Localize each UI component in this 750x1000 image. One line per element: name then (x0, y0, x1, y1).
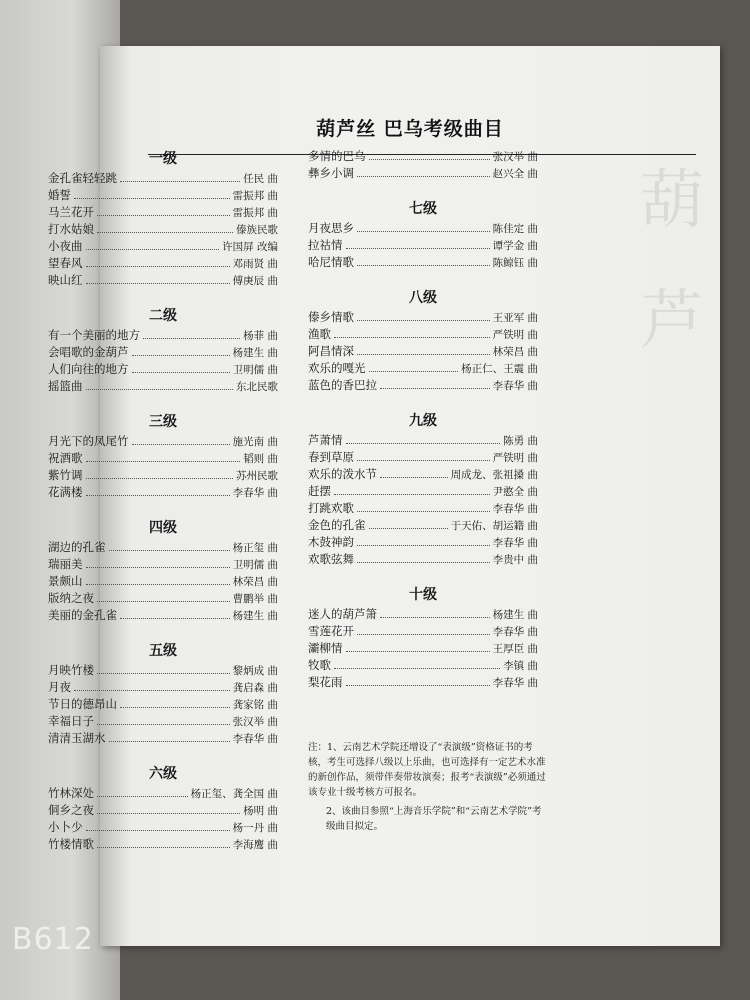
piece-entry (48, 170, 278, 187)
piece-title: 多情的巴乌 (308, 149, 366, 163)
dot-leader (380, 466, 448, 478)
piece-entry (308, 606, 538, 623)
piece-entry (308, 165, 538, 182)
piece-entry (48, 573, 278, 590)
piece-title: 金色的孔雀 (308, 518, 366, 532)
piece-composer: 任民 曲 (243, 173, 278, 185)
piece-title: 花满楼 (48, 485, 83, 499)
piece-entry (48, 484, 278, 501)
piece-title: 望春风 (48, 256, 83, 270)
piece-composer: 许国屏 改编 (222, 241, 278, 253)
piece-entry (308, 360, 538, 377)
dot-leader (357, 449, 490, 461)
piece-entry (308, 377, 538, 394)
piece-entry (48, 556, 278, 573)
piece-title: 赶摆 (308, 484, 331, 498)
piece-entry (308, 500, 538, 517)
piece-composer: 李春华 曲 (232, 733, 278, 745)
piece-composer: 龚启森 曲 (232, 682, 278, 694)
piece-composer: 杨建生 曲 (232, 347, 278, 359)
piece-title: 清清玉湖水 (48, 731, 106, 745)
dot-leader (357, 623, 490, 635)
piece-entry (308, 674, 538, 691)
dot-leader (97, 221, 233, 233)
piece-entry (48, 238, 278, 255)
dot-leader (109, 539, 230, 551)
piece-entry (308, 534, 538, 551)
piece-composer: 张汉举 曲 (492, 151, 538, 163)
piece-entry (48, 361, 278, 378)
dot-leader (120, 607, 230, 619)
level-heading: 四级 (149, 520, 177, 536)
piece-title: 小夜曲 (48, 239, 83, 253)
piece-composer: 邓雨贤 曲 (232, 258, 278, 270)
piece-title: 竹楼情歌 (48, 837, 94, 851)
piece-composer: 东北民歌 (236, 381, 278, 393)
piece-entry (48, 696, 278, 713)
piece-composer: 李春华 曲 (492, 537, 538, 549)
piece-entry (308, 449, 538, 466)
dot-leader (357, 500, 490, 512)
dot-leader (86, 272, 230, 284)
piece-composer: 李春华 曲 (492, 626, 538, 638)
piece-composer: 林荣昌 曲 (492, 346, 538, 358)
page-title: 葫芦丝 巴乌考级曲目 (316, 118, 504, 140)
dot-leader (97, 785, 188, 797)
piece-entry (308, 326, 538, 343)
piece-title: 瑞丽美 (48, 557, 83, 571)
dot-leader (86, 450, 241, 462)
piece-title: 打水姑娘 (48, 222, 94, 236)
level-heading: 一级 (149, 151, 177, 167)
right-column (308, 148, 538, 691)
dot-leader (97, 662, 230, 674)
dot-leader (120, 696, 230, 708)
piece-title: 月夜思乡 (308, 221, 354, 235)
piece-composer: 杨正玺 曲 (232, 542, 278, 554)
level-heading: 十级 (409, 587, 437, 603)
piece-title: 牧歌 (308, 658, 331, 672)
dot-leader (357, 534, 490, 546)
level-heading: 三级 (149, 414, 177, 430)
dot-leader (346, 674, 490, 686)
piece-title: 梨花雨 (308, 675, 343, 689)
piece-composer: 李春华 曲 (492, 503, 538, 515)
piece-entry (48, 187, 278, 204)
piece-composer: 黎炳成 曲 (232, 665, 278, 677)
piece-entry (308, 432, 538, 449)
dot-leader (346, 432, 501, 444)
piece-composer: 雷振邦 曲 (232, 207, 278, 219)
dot-leader (97, 713, 230, 725)
piece-title: 月夜 (48, 680, 71, 694)
piece-entry (48, 713, 278, 730)
piece-title: 祝酒歌 (48, 451, 83, 465)
piece-composer: 杨菲 曲 (243, 330, 278, 342)
piece-entry (308, 466, 538, 483)
piece-composer: 傅庚辰 曲 (232, 275, 278, 287)
piece-entry (48, 221, 278, 238)
piece-composer: 卫明儒 曲 (232, 559, 278, 571)
piece-title: 打跳欢歌 (308, 501, 354, 515)
piece-title: 金孔雀轻轻跳 (48, 171, 117, 185)
piece-title: 欢乐的嘎光 (308, 361, 366, 375)
piece-composer: 卫明儒 曲 (232, 364, 278, 376)
dot-leader (74, 187, 230, 199)
piece-entry (308, 483, 538, 500)
piece-composer: 王厚臣 曲 (492, 643, 538, 655)
dot-leader (86, 573, 230, 585)
piece-title: 婚誓 (48, 188, 71, 202)
piece-composer: 杨建生 曲 (232, 610, 278, 622)
dot-leader (132, 344, 230, 356)
piece-title: 哈尼情歌 (308, 255, 354, 269)
dot-leader (97, 590, 230, 602)
piece-composer: 谭学金 曲 (492, 240, 538, 252)
piece-title: 春到草原 (308, 450, 354, 464)
piece-title: 竹林深处 (48, 786, 94, 800)
piece-title: 芦萧情 (308, 433, 343, 447)
dot-leader (357, 551, 490, 563)
level-heading: 二级 (149, 308, 177, 324)
dot-leader (357, 165, 490, 177)
piece-entry (48, 450, 278, 467)
dot-leader (86, 378, 234, 390)
dot-leader (132, 361, 230, 373)
left-column (48, 148, 278, 853)
piece-title: 摇篮曲 (48, 379, 83, 393)
piece-entry (48, 255, 278, 272)
piece-title: 湖边的孔雀 (48, 540, 106, 554)
piece-composer: 李春华 曲 (492, 677, 538, 689)
dot-leader (334, 657, 500, 669)
piece-entry (48, 836, 278, 853)
piece-composer: 陈鲸钰 曲 (492, 257, 538, 269)
piece-composer: 杨一丹 曲 (232, 822, 278, 834)
piece-entry (48, 433, 278, 450)
piece-title: 人们向往的地方 (48, 362, 129, 376)
piece-entry (48, 272, 278, 289)
piece-title: 雪莲花开 (308, 624, 354, 638)
dot-leader (143, 327, 240, 339)
dot-leader (97, 204, 230, 216)
piece-title: 傣乡情歌 (308, 310, 354, 324)
piece-composer: 李贵中 曲 (492, 554, 538, 566)
piece-composer: 杨明 曲 (243, 805, 278, 817)
piece-title: 有一个美丽的地方 (48, 328, 140, 342)
piece-composer: 林荣昌 曲 (232, 576, 278, 588)
piece-title: 欢乐的泼水节 (308, 467, 377, 481)
piece-composer: 赵兴全 曲 (492, 168, 538, 180)
piece-composer: 傣族民歌 (236, 224, 278, 236)
bleed-through-text: 葫芦 (640, 164, 704, 358)
level-heading: 六级 (149, 766, 177, 782)
level-heading: 七级 (409, 201, 437, 217)
piece-title: 马兰花开 (48, 205, 94, 219)
dot-leader (357, 343, 490, 355)
piece-title: 侗乡之夜 (48, 803, 94, 817)
piece-entry (48, 802, 278, 819)
piece-entry (308, 309, 538, 326)
piece-entry (308, 343, 538, 360)
dot-leader (369, 517, 448, 529)
dot-leader (86, 238, 220, 250)
dot-leader (357, 254, 490, 266)
dot-leader (86, 484, 230, 496)
level-heading: 八级 (409, 290, 437, 306)
piece-entry (308, 517, 538, 534)
dot-leader (357, 309, 490, 321)
dot-leader (380, 606, 490, 618)
dot-leader (86, 819, 230, 831)
dot-leader (132, 433, 230, 445)
piece-title: 欢歌弦舞 (308, 552, 354, 566)
piece-entry (48, 679, 278, 696)
dot-leader (120, 170, 240, 182)
dot-leader (86, 556, 230, 568)
piece-composer: 苏州民歌 (236, 470, 278, 482)
piece-composer: 雷振邦 曲 (232, 190, 278, 202)
dot-leader (369, 148, 490, 160)
piece-title: 木鼓神韵 (308, 535, 354, 549)
piece-title: 蓝色的香巴拉 (308, 378, 377, 392)
piece-composer: 龚家铭 曲 (232, 699, 278, 711)
level-heading: 九级 (409, 413, 437, 429)
piece-composer: 李海鹰 曲 (232, 839, 278, 851)
piece-entry (308, 254, 538, 271)
piece-entry (308, 237, 538, 254)
piece-entry (48, 539, 278, 556)
dot-leader (346, 237, 490, 249)
camera-watermark: B612 (12, 922, 94, 957)
piece-composer: 张汉举 曲 (232, 716, 278, 728)
piece-title: 幸福日子 (48, 714, 94, 728)
piece-entry (48, 327, 278, 344)
piece-composer: 周成龙、张祖搡 曲 (450, 469, 538, 481)
note-2: 2、该曲目参照“上海音乐学院”和“云南艺术学院”考级曲目拟定。 (326, 806, 542, 832)
piece-composer: 陈佳定 曲 (492, 223, 538, 235)
piece-title: 小卜少 (48, 820, 83, 834)
piece-title: 节日的德昂山 (48, 697, 117, 711)
piece-title: 会唱歌的金葫芦 (48, 345, 129, 359)
piece-entry (308, 657, 538, 674)
level-heading: 五级 (149, 643, 177, 659)
piece-entry (48, 467, 278, 484)
piece-composer: 韬则 曲 (243, 453, 278, 465)
piece-title: 拉祜情 (308, 238, 343, 252)
piece-composer: 施光南 曲 (232, 436, 278, 448)
piece-composer: 陈勇 曲 (503, 435, 538, 447)
piece-entry (48, 785, 278, 802)
note-1: 注：1、云南艺术学院还增设了“表演级”资格证书的考核，考生可选择八级以上乐曲，也可选择有一定艺术水准的新创作品，须带伴奏带妆演奏；报考“表演级”必须通过该专业十级考核方可报名。 (308, 742, 546, 798)
piece-entry (48, 819, 278, 836)
dot-leader (346, 640, 490, 652)
piece-composer: 严铁明 曲 (492, 329, 538, 341)
piece-composer: 尹憨全 曲 (492, 486, 538, 498)
piece-title: 灞柳情 (308, 641, 343, 655)
piece-title: 版纳之夜 (48, 591, 94, 605)
piece-composer: 杨建生 曲 (492, 609, 538, 621)
piece-title: 景颇山 (48, 574, 83, 588)
piece-entry (48, 204, 278, 221)
dot-leader (86, 255, 230, 267)
piece-entry (308, 220, 538, 237)
dot-leader (74, 679, 230, 691)
dot-leader (97, 802, 240, 814)
piece-title: 渔歌 (308, 327, 331, 341)
piece-composer: 曹鹏举 曲 (232, 593, 278, 605)
piece-entry (48, 344, 278, 361)
piece-composer: 于天佑、胡运籍 曲 (450, 520, 538, 532)
piece-entry (48, 590, 278, 607)
piece-composer: 杨正玺、龚全国 曲 (190, 788, 278, 800)
piece-title: 紫竹调 (48, 468, 83, 482)
piece-composer: 王亚军 曲 (492, 312, 538, 324)
piece-entry (48, 607, 278, 624)
piece-entry (48, 378, 278, 395)
piece-composer: 李春华 曲 (492, 380, 538, 392)
piece-composer: 严铁明 曲 (492, 452, 538, 464)
piece-composer: 李镇 曲 (503, 660, 538, 672)
piece-title: 阿昌情深 (308, 344, 354, 358)
piece-entry (308, 551, 538, 568)
notes-block (308, 740, 548, 838)
piece-title: 映山红 (48, 273, 83, 287)
dot-leader (334, 326, 490, 338)
piece-title: 美丽的金孔雀 (48, 608, 117, 622)
piece-entry (308, 623, 538, 640)
piece-entry (308, 640, 538, 657)
piece-title: 月光下的凤尾竹 (48, 434, 129, 448)
piece-entry (48, 730, 278, 747)
dot-leader (109, 730, 230, 742)
piece-entry (308, 148, 538, 165)
dot-leader (380, 377, 490, 389)
dot-leader (86, 467, 234, 479)
piece-entry (48, 662, 278, 679)
piece-composer: 杨正仁、王震 曲 (461, 363, 538, 375)
piece-composer: 李春华 曲 (232, 487, 278, 499)
piece-title: 彝乡小调 (308, 166, 354, 180)
piece-title: 月映竹楼 (48, 663, 94, 677)
dot-leader (369, 360, 459, 372)
dot-leader (334, 483, 490, 495)
piece-title: 迷人的葫芦箫 (308, 607, 377, 621)
dot-leader (357, 220, 490, 232)
dot-leader (97, 836, 230, 848)
